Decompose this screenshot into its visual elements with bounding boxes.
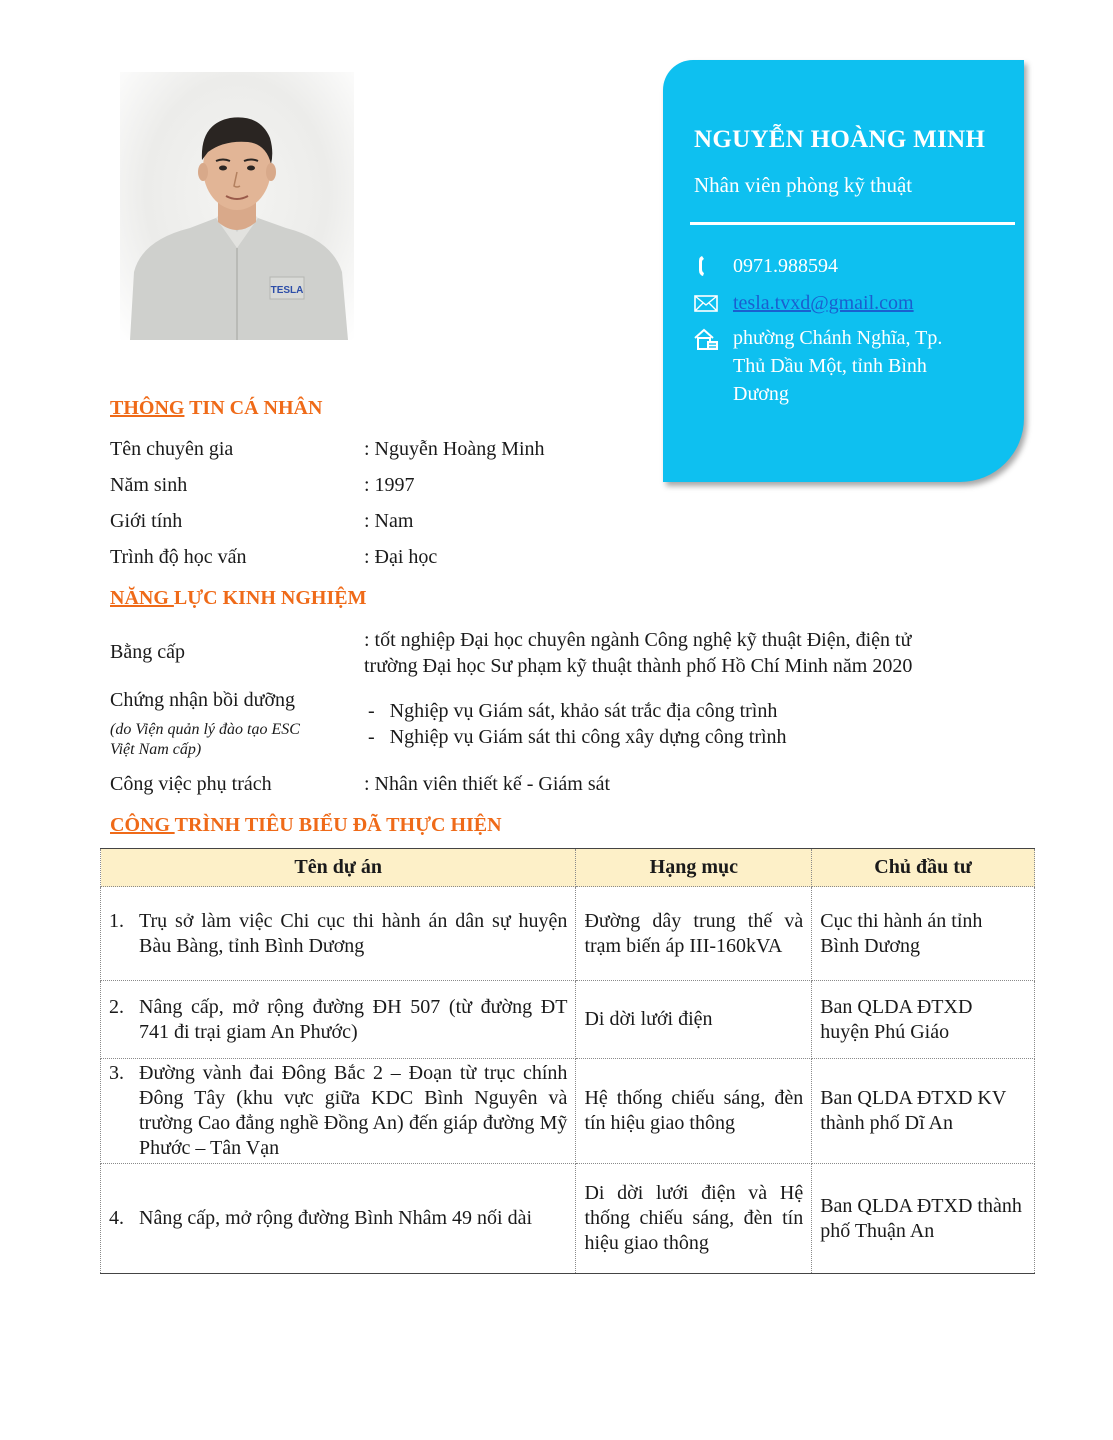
table-row [101, 1164, 1035, 1274]
value-birth-year: : 1997 [364, 474, 415, 496]
bullet-dash: - [368, 700, 375, 722]
scope-cell: Đường dây trung thế và trạm biến áp III-160kVA [576, 887, 812, 981]
home-address-icon [693, 326, 719, 352]
table-row [101, 981, 1035, 1059]
table-row [101, 887, 1035, 981]
table-row [101, 1059, 1035, 1164]
cert-item-text: Nghiệp vụ Giám sát, khảo sát trắc địa công trình [389, 700, 778, 722]
table-header-row [101, 849, 1035, 887]
heading-underlined-part: THÔNG [110, 397, 185, 419]
phone-number: 0971.988594 [733, 255, 838, 277]
row-number: 2. [109, 995, 124, 1018]
scope-cell: Hệ thống chiếu sáng, đèn tín hiệu giao thông [576, 1059, 812, 1164]
bullet-dash: - [368, 726, 375, 748]
heading-underlined-part: NĂNG [110, 587, 174, 609]
project-name: Trụ sở làm việc Chi cục thi hành án dân sự huyện Bàu Bàng, tỉnh Bình Dương [139, 909, 568, 957]
address-line-3: Dương [733, 383, 789, 405]
mail-icon [693, 291, 719, 317]
project-name: Đường vành đai Đông Bắc 2 – Đoạn từ trục chính Đông Tây (khu vực giữa KDC Bình Nguyên và trường Cao đẳng nghề Đồng An) đến giáp đường Mỹ Phước – Tân Vạn [139, 1062, 568, 1159]
project-name-cell [101, 1059, 576, 1164]
col-header-project: Tên dự án [101, 849, 576, 887]
address-line-1: phường Chánh Nghĩa, Tp. [733, 327, 943, 349]
divider [690, 222, 1015, 225]
certification-note [110, 720, 300, 760]
cert-item-1 [368, 700, 777, 723]
owner-cell: Ban QLDA ĐTXD KV thành phố Dĩ An [812, 1059, 1035, 1164]
row-number: 3. [109, 1062, 124, 1084]
heading-underlined-part: CÔNG [110, 814, 175, 836]
note-line-1: (do Viện quản lý đào tạo ESC [110, 721, 300, 738]
profile-name: NGUYỄN HOÀNG MINH [694, 126, 986, 153]
value-gender: : Nam [364, 510, 414, 532]
email-link[interactable]: tesla.tvxd@gmail.com [733, 292, 914, 314]
note-line-2: Việt Nam cấp) [110, 741, 202, 758]
value-expert-name: : Nguyễn Hoàng Minh [364, 438, 545, 460]
owner-cell: Cục thi hành án tỉnh Bình Dương [812, 887, 1035, 981]
label-degree: Bằng cấp [110, 641, 185, 663]
projects-table [100, 848, 1035, 1274]
label-gender: Giới tính [110, 510, 183, 532]
col-header-scope: Hạng mục [576, 849, 812, 887]
label-responsibility: Công việc phụ trách [110, 773, 272, 795]
owner-cell: Ban QLDA ĐTXD thành phố Thuận An [812, 1164, 1035, 1274]
scope-cell: Di dời lưới điện [576, 981, 812, 1059]
section-experience-heading [110, 587, 367, 610]
value-education: : Đại học [364, 546, 438, 568]
label-certification: Chứng nhận bồi dưỡng [110, 689, 296, 711]
heading-rest: TIN CÁ NHÂN [184, 397, 323, 419]
value-responsibility: : Nhân viên thiết kế - Giám sát [364, 773, 611, 795]
label-birth-year: Năm sinh [110, 474, 188, 496]
col-header-owner: Chủ đầu tư [812, 849, 1035, 887]
shirt-logo: TESLA [270, 285, 304, 296]
scope-cell: Di dời lưới điện và Hệ thống chiếu sáng, đèn tín hiệu giao thông [576, 1164, 812, 1274]
label-expert-name: Tên chuyên gia [110, 438, 234, 460]
profile-title: Nhân viên phòng kỹ thuật [694, 173, 913, 197]
degree-line-1: : tốt nghiệp Đại học chuyên ngành Công nghệ kỹ thuật Điện, điện tử [364, 629, 912, 651]
profile-photo [120, 72, 354, 340]
label-education: Trình độ học vấn [110, 546, 247, 568]
project-name: Nâng cấp, mở rộng đường ĐH 507 (từ đường ĐT 741 đi trại giam An Phước) [139, 995, 568, 1043]
heading-rest: LỰC KINH NGHIỆM [173, 587, 367, 609]
section-projects-heading [110, 814, 502, 837]
contact-card [663, 60, 1024, 482]
section-personal-heading [110, 397, 322, 420]
cert-item-2 [368, 726, 787, 749]
project-name-cell [101, 981, 576, 1059]
degree-line-2: trường Đại học Sư phạm kỹ thuật thành phố Hồ Chí Minh năm 2020 [364, 655, 913, 677]
address-line-2: Thủ Dầu Một, tỉnh Bình [733, 355, 927, 377]
project-name-cell [101, 887, 576, 981]
heading-rest: TRÌNH TIÊU BIỂU ĐÃ THỰC HIỆN [174, 814, 502, 836]
value-degree [364, 627, 912, 679]
project-name: Nâng cấp, mở rộng đường Bình Nhâm 49 nối dài [139, 1207, 533, 1229]
row-number: 4. [109, 1207, 124, 1229]
project-name-cell [101, 1164, 576, 1274]
owner-cell: Ban QLDA ĐTXD huyện Phú Giáo [812, 981, 1035, 1059]
cert-item-text: Nghiệp vụ Giám sát thi công xây dựng công trình [389, 726, 787, 748]
phone-icon [693, 253, 719, 279]
row-number: 1. [109, 909, 124, 932]
portrait-illustration [120, 72, 354, 340]
address [733, 324, 1003, 408]
